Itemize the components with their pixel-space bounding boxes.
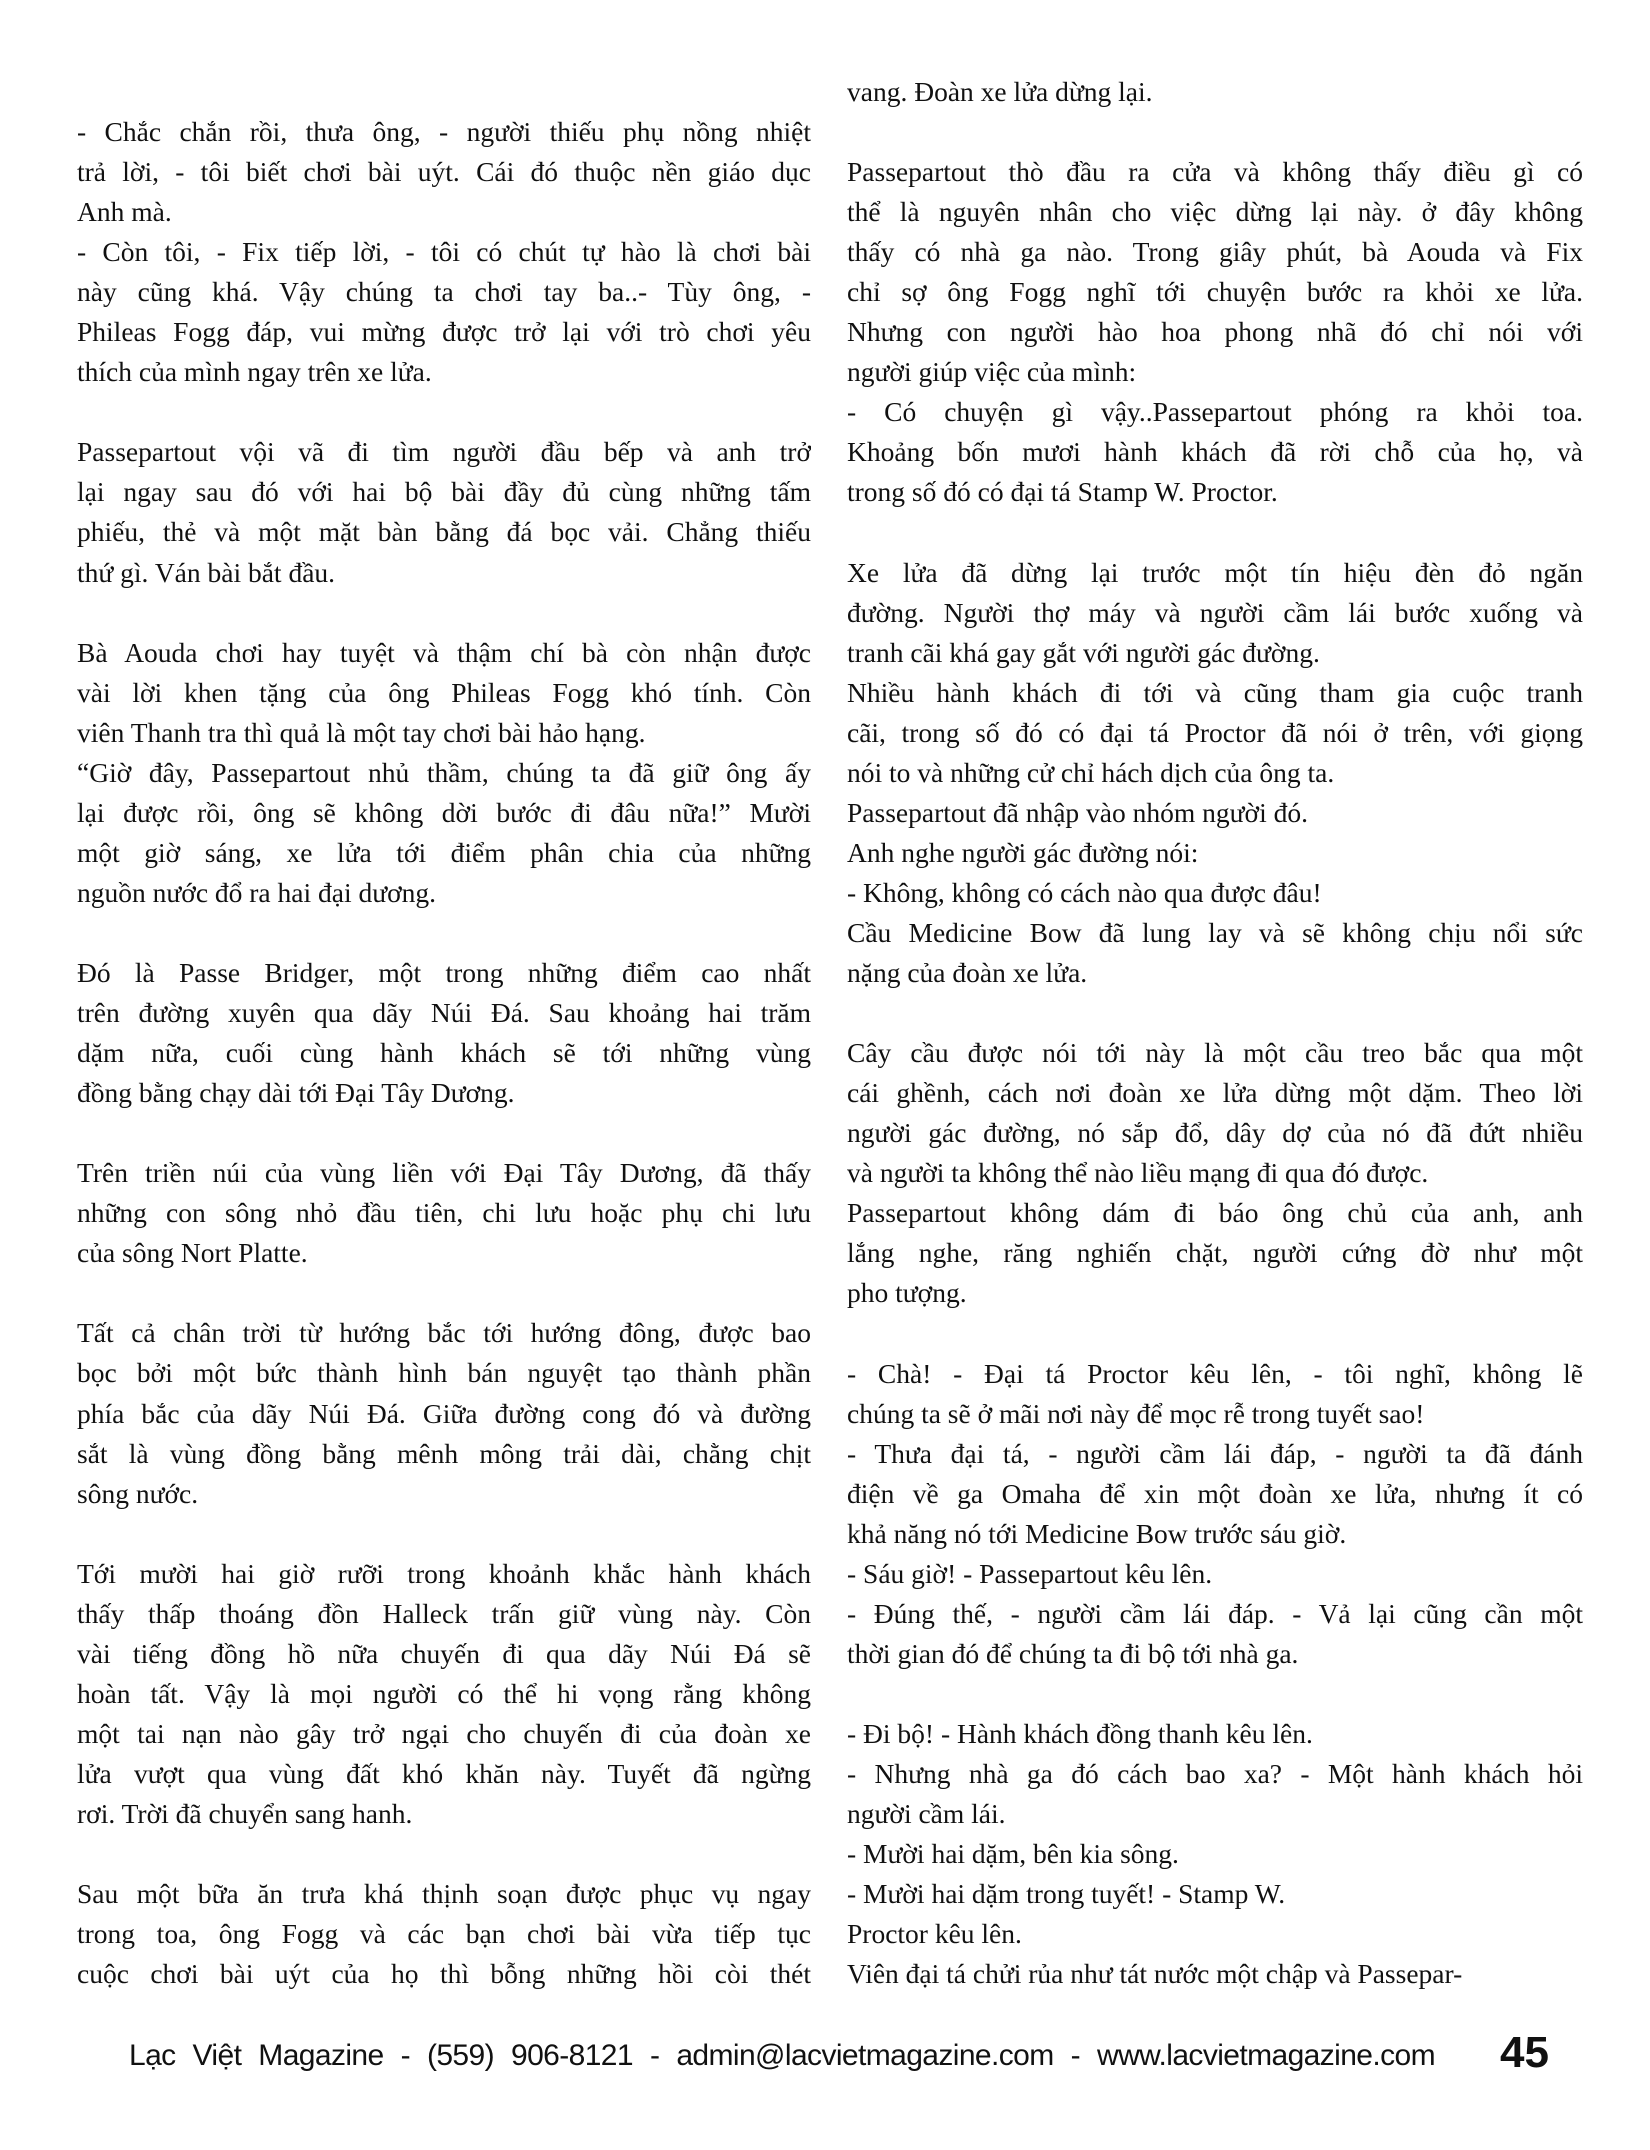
text-line: - Chà! - Đại tá Proctor kêu lên, - tôi nghĩ, không lẽ xyxy=(847,1357,1583,1389)
text-line: vài tiếng đồng hồ nữa chuyến đi qua dãy Núi Đá sẽ xyxy=(77,1637,811,1669)
text-line: vài lời khen tặng của ông Phileas Fogg khó tính. Còn xyxy=(77,676,811,708)
text-line: nặng của đoàn xe lửa. xyxy=(847,957,1088,989)
text-line: và người ta không thể nào liều mạng đi qua đó được. xyxy=(847,1157,1429,1189)
text-line: - Mười hai dặm, bên kia sông. xyxy=(847,1838,1179,1870)
text-line: phía bắc của dãy Núi Đá. Giữa đường cong đó và đường xyxy=(77,1397,811,1429)
text-line: Nhiều hành khách đi tới và cũng tham gia cuộc tranh xyxy=(847,676,1583,708)
text-line: cuộc chơi bài uýt của họ thì bỗng những hồi còi thét xyxy=(77,1958,811,1990)
text-line: lại ngay sau đó với hai bộ bài đầy đủ cùng những tấm xyxy=(77,476,811,508)
blank-line xyxy=(77,1273,811,1313)
text-line: - Còn tôi, - Fix tiếp lời, - tôi có chút tự hào là chơi bài xyxy=(77,236,811,268)
text-line: Cây cầu được nói tới này là một cầu treo bắc qua một xyxy=(847,1037,1583,1069)
footer-contact-line: Lạc Việt Magazine - (559) 906-8121 - admin@lacvietmagazine.com - www.lacvietmagazine.com xyxy=(129,2039,1435,2072)
text-line: pho tượng. xyxy=(847,1277,967,1309)
text-line: - Nhưng nhà ga đó cách bao xa? - Một hành khách hỏi xyxy=(847,1757,1583,1789)
text-line: tranh cãi khá gay gắt với người gác đường. xyxy=(847,636,1320,668)
text-line: thích của mình ngay trên xe lửa. xyxy=(77,356,432,388)
text-line: trong toa, ông Fogg và các bạn chơi bài vừa tiếp tục xyxy=(77,1918,811,1950)
text-line: trả lời, - tôi biết chơi bài uýt. Cái đó thuộc nền giáo dục xyxy=(77,156,811,188)
text-line: này cũng khá. Vậy chúng ta chơi tay ba..- Tùy ông, - xyxy=(77,276,811,308)
text-line: - Thưa đại tá, - người cầm lái đáp, - người ta đã đánh xyxy=(847,1437,1583,1469)
text-line: thấy có nhà ga nào. Trong giây phút, bà Aouda và Fix xyxy=(847,236,1583,268)
text-line: những con sông nhỏ đầu tiên, chi lưu hoặc phụ chi lưu xyxy=(77,1197,811,1229)
text-line: thấy thấp thoáng đồn Halleck trấn giữ vùng này. Còn xyxy=(77,1597,811,1629)
text-line: sông nước. xyxy=(77,1477,199,1509)
blank-line xyxy=(77,392,811,432)
blank-line xyxy=(77,913,811,953)
text-line: Tất cả chân trời từ hướng bắc tới hướng đông, được bao xyxy=(77,1317,811,1349)
text-line: Passepartout thò đầu ra cửa và không thấy điều gì có xyxy=(847,156,1583,188)
text-line: - Có chuyện gì vậy..Passepartout phóng ra khỏi toa. xyxy=(847,396,1583,428)
text-line: một tai nạn nào gây trở ngại cho chuyến đi của đoàn xe xyxy=(77,1717,811,1749)
text-line: trong số đó có đại tá Stamp W. Proctor. xyxy=(847,476,1278,508)
text-line: đồng bằng chạy dài tới Đại Tây Dương. xyxy=(77,1077,515,1109)
blank-line xyxy=(847,993,1583,1033)
blank-line xyxy=(847,1674,1583,1714)
text-line: lại được rồi, ông sẽ không dời bước đi đâu nữa!” Mười xyxy=(77,796,811,828)
blank-line xyxy=(847,513,1583,553)
text-line: Proctor kêu lên. xyxy=(847,1918,1022,1950)
text-line: - Chắc chắn rồi, thưa ông, - người thiếu phụ nồng nhiệt xyxy=(77,116,811,147)
text-line: Cầu Medicine Bow đã lung lay và sẽ không chịu nổi sức xyxy=(847,916,1583,948)
text-line: khả năng nó tới Medicine Bow trước sáu giờ. xyxy=(847,1517,1347,1549)
text-line: Bà Aouda chơi hay tuyệt và thậm chí bà còn nhận được xyxy=(77,636,811,668)
text-line: một giờ sáng, xe lửa tới điểm phân chia của những xyxy=(77,836,811,868)
text-line: người cầm lái. xyxy=(847,1798,1006,1830)
text-line: Trên triền núi của vùng liền với Đại Tây Dương, đã thấy xyxy=(77,1157,811,1189)
text-line: đường. Người thợ máy và người cầm lái bước xuống và xyxy=(847,596,1583,628)
text-line: phiếu, thẻ và một mặt bàn bằng đá bọc vải. Chẳng thiếu xyxy=(77,516,811,548)
text-line: lắng nghe, răng nghiến chặt, người cứng đờ như một xyxy=(847,1237,1583,1269)
blank-line xyxy=(77,1113,811,1153)
text-line: bọc bởi một bức thành hình bán nguyệt tạo thành phần xyxy=(77,1357,811,1389)
text-line: Khoảng bốn mươi hành khách đã rời chỗ của họ, và xyxy=(847,436,1583,468)
text-line: Phileas Fogg đáp, vui mừng được trở lại với trò chơi yêu xyxy=(77,316,811,348)
blank-line xyxy=(77,1514,811,1554)
text-line: lửa vượt qua vùng đất khó khăn này. Tuyết đã ngừng xyxy=(77,1757,811,1789)
blank-line xyxy=(77,593,811,633)
text-line: nói to và những cử chỉ hách dịch của ông ta. xyxy=(847,756,1335,788)
text-line: nguồn nước đổ ra hai đại dương. xyxy=(77,876,437,908)
text-line: Nhưng con người hào hoa phong nhã đó chỉ nói với xyxy=(847,316,1583,348)
text-line: dặm nữa, cuối cùng hành khách sẽ tới những vùng xyxy=(77,1037,811,1069)
text-line: điện về ga Omaha để xin một đoàn xe lửa, nhưng ít có xyxy=(847,1477,1583,1509)
text-line: Sau một bữa ăn trưa khá thịnh soạn được phục vụ ngay xyxy=(77,1878,811,1910)
text-line: - Đúng thế, - người cầm lái đáp. - Vả lại cũng cần một xyxy=(847,1597,1583,1629)
text-line: - Mười hai dặm trong tuyết! - Stamp W. xyxy=(847,1878,1286,1910)
text-line: sắt là vùng đồng bằng mênh mông trải dài, chằng chịt xyxy=(77,1437,811,1469)
text-line: cái ghềnh, cách nơi đoàn xe lửa dừng một dặm. Theo lời xyxy=(847,1077,1583,1109)
text-line: trên đường xuyên qua dãy Núi Đá. Sau khoảng hai trăm xyxy=(77,997,811,1029)
text-line: Passepartout không dám đi báo ông chủ của anh, anh xyxy=(847,1197,1583,1229)
text-line: Passepartout đã nhập vào nhóm người đó. xyxy=(847,796,1308,828)
text-line: Viên đại tá chửi rủa như tát nước một chập và Passepar- xyxy=(847,1958,1463,1990)
text-line: rơi. Trời đã chuyển sang hanh. xyxy=(77,1797,413,1829)
blank-line xyxy=(77,1834,811,1874)
text-line: Đó là Passe Bridger, một trong những điểm cao nhất xyxy=(77,956,811,988)
text-line: hoàn tất. Vậy là mọi người có thể hi vọng rằng không xyxy=(77,1677,811,1709)
text-line: “Giờ đây, Passepartout nhủ thầm, chúng ta đã giữ ông ấy xyxy=(77,756,811,788)
text-line: thứ gì. Ván bài bắt đầu. xyxy=(77,556,336,588)
text-line: - Đi bộ! - Hành khách đồng thanh kêu lên. xyxy=(847,1717,1313,1749)
article-column-left xyxy=(77,112,811,1994)
text-line: Xe lửa đã dừng lại trước một tín hiệu đèn đỏ ngăn xyxy=(847,556,1583,588)
text-line: chỉ sợ ông Fogg nghĩ tới chuyện bước ra khỏi xe lửa. xyxy=(847,276,1583,308)
text-line: cãi, trong số đó có đại tá Proctor đã nói ở trên, với giọng xyxy=(847,716,1583,748)
article-column-right xyxy=(847,72,1583,1994)
blank-line xyxy=(847,1313,1583,1353)
text-line: viên Thanh tra thì quả là một tay chơi bài hảo hạng. xyxy=(77,716,646,748)
text-line: - Không, không có cách nào qua được đâu! xyxy=(847,876,1322,908)
text-line: - Sáu giờ! - Passepartout kêu lên. xyxy=(847,1557,1213,1589)
text-line: người gác đường, nó sắp đổ, dây dợ của nó đã đứt nhiều xyxy=(847,1117,1583,1149)
text-line: Anh mà. xyxy=(77,196,172,228)
text-line: chúng ta sẽ ở mãi nơi này để mọc rễ trong tuyết sao! xyxy=(847,1397,1425,1429)
text-line: của sông Nort Platte. xyxy=(77,1237,308,1269)
text-line: Passepartout vội vã đi tìm người đầu bếp và anh trở xyxy=(77,436,811,468)
text-line: vang. Đoàn xe lửa dừng lại. xyxy=(847,76,1153,107)
text-line: người giúp việc của mình: xyxy=(847,356,1137,388)
page-number: 45 xyxy=(1500,2028,1549,2077)
blank-line xyxy=(847,112,1583,152)
text-line: thời gian đó để chúng ta đi bộ tới nhà ga. xyxy=(847,1637,1299,1669)
page-footer xyxy=(0,2030,1650,2080)
text-line: Tới mười hai giờ rưỡi trong khoảnh khắc hành khách xyxy=(77,1557,811,1589)
text-line: Anh nghe người gác đường nói: xyxy=(847,836,1199,868)
text-line: thể là nguyên nhân cho việc dừng lại này. ở đây không xyxy=(847,196,1583,228)
